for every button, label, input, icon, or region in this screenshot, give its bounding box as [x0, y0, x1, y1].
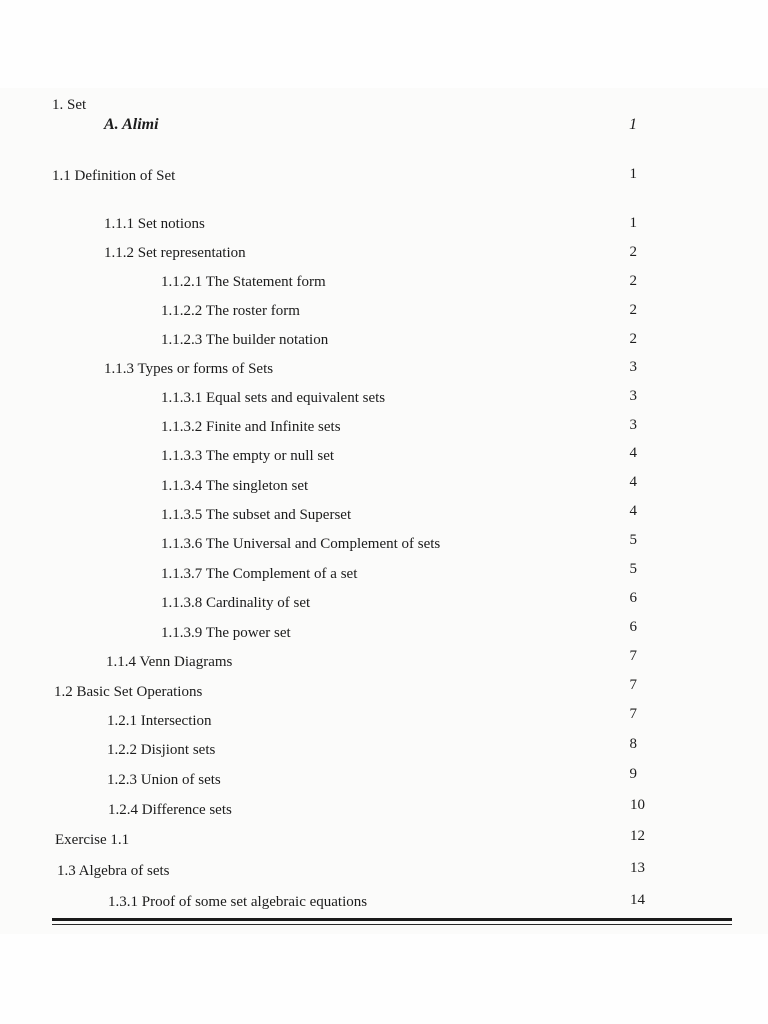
toc-entry-page: 2 — [629, 331, 637, 347]
toc-entry-label: 1.1.3.9 The power set — [161, 625, 291, 641]
toc-entry-label: 1.1 Definition of Set — [52, 168, 176, 184]
toc-entry-page: 3 — [629, 417, 637, 433]
toc-entry-label: 1.1.1 Set notions — [104, 216, 205, 232]
toc-entry-page: 8 — [629, 736, 637, 752]
toc-entry-page: 7 — [629, 648, 637, 664]
toc-entry-label: 1.1.3 Types or forms of Sets — [104, 361, 274, 377]
toc-entry-page: 10 — [630, 797, 645, 813]
toc-entry-label: 1.1.2.3 The builder notation — [161, 332, 329, 348]
toc-entry-label: 1.1.3.5 The subset and Superset — [161, 507, 352, 523]
toc-entry-label: 1.2.1 Intersection — [107, 713, 212, 729]
toc-entry-label: Exercise 1.1 — [55, 832, 130, 848]
toc-entry-page: 3 — [629, 388, 637, 404]
toc-entry-page: 5 — [629, 561, 637, 577]
toc-entry-label: 1.1.3.6 The Universal and Complement of sets — [161, 536, 441, 552]
toc-entry-page: 7 — [629, 677, 637, 693]
toc-entry-label: 1.1.3.2 Finite and Infinite sets — [161, 419, 341, 435]
toc-entry-label: 1.1.2.2 The roster form — [161, 303, 300, 319]
toc-entry-page: 2 — [629, 244, 637, 260]
toc-entry-label: 1.2.2 Disjiont sets — [107, 742, 216, 758]
toc-entry-label: 1.3 Algebra of sets — [57, 863, 170, 879]
toc-entry-label: 1.1.3.4 The singleton set — [161, 478, 309, 494]
toc-entry-label: 1.1.4 Venn Diagrams — [106, 654, 233, 670]
toc-entry-page: 5 — [629, 532, 637, 548]
bottom-rule-thin — [52, 924, 732, 925]
toc-entry-page: 6 — [629, 619, 637, 635]
toc-entry-label: 1.1.3.1 Equal sets and equivalent sets — [161, 390, 386, 406]
toc-entry-label: 1.2.4 Difference sets — [108, 802, 232, 818]
toc-entry-page: 4 — [629, 445, 637, 461]
toc-entry-page: 9 — [629, 766, 637, 782]
toc-entry-label: 1.2.3 Union of sets — [107, 772, 221, 788]
author-page-number: 1 — [629, 116, 637, 133]
toc-entry-label: 1.1.3.3 The empty or null set — [161, 448, 335, 464]
toc-entry-label: 1.2 Basic Set Operations — [54, 684, 203, 700]
toc-entry-page: 14 — [630, 892, 645, 908]
toc-entry-label: 1.1.3.8 Cardinality of set — [161, 595, 311, 611]
toc-entry-page: 1 — [629, 166, 637, 182]
toc-entry-label: 1.1.2 Set representation — [104, 245, 246, 261]
toc-entry-page: 7 — [629, 706, 637, 722]
toc-entry-page: 4 — [629, 503, 637, 519]
toc-entry-label: 1.1.2.1 The Statement form — [161, 274, 326, 290]
toc-entry-page: 6 — [629, 590, 637, 606]
toc-entry-page: 2 — [629, 273, 637, 289]
toc-entry-label: 1.1.3.7 The Complement of a set — [161, 566, 358, 582]
author-name: A. Alimi — [104, 116, 159, 133]
toc-entry-label: 1.3.1 Proof of some set algebraic equations — [108, 894, 368, 910]
toc-entry-page: 12 — [630, 828, 645, 844]
toc-entry-page: 13 — [630, 860, 645, 876]
toc-entry-page: 4 — [629, 474, 637, 490]
toc-entry-page: 1 — [629, 215, 637, 231]
bottom-rule-thick — [52, 918, 732, 921]
toc-entry-page: 2 — [629, 302, 637, 318]
chapter-title: 1. Set — [52, 97, 87, 113]
toc-entry-page: 3 — [629, 359, 637, 375]
